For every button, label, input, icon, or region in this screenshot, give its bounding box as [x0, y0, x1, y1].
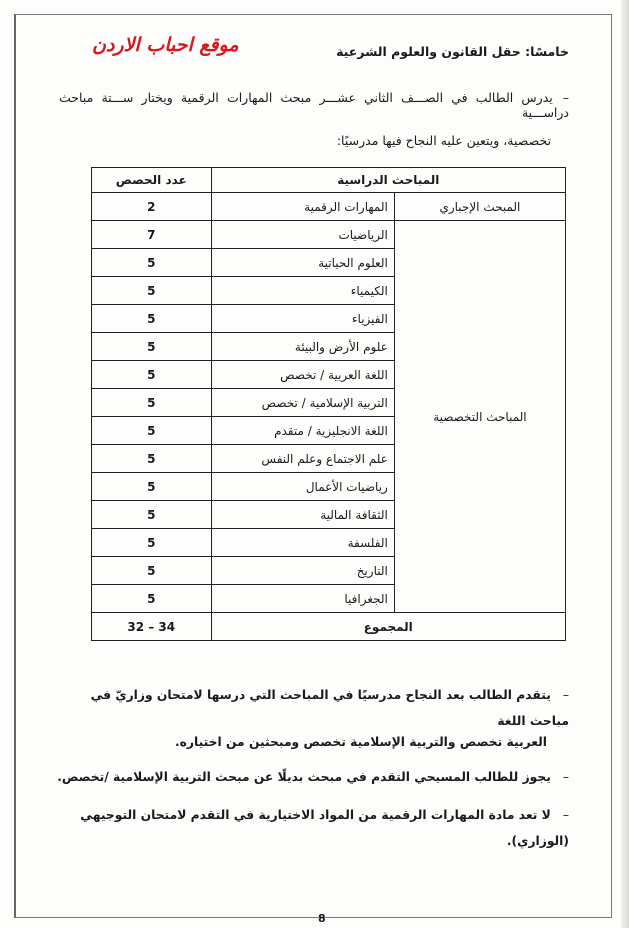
count-cell: 5 [92, 501, 212, 529]
note-1-line-1: يتقدم الطالب بعد النجاح مدرسيًا في المباحث التي درسها لامتحان وزاريّ في مباحث اللغة [90, 688, 569, 728]
count-cell: 5 [92, 529, 212, 557]
subject-cell: علوم الأرض والبيئة [211, 333, 394, 361]
specialized-category: المباحث التخصصية [394, 221, 565, 613]
note-2 [49, 764, 569, 790]
subject-cell: التربية الإسلامية / تخصص [211, 389, 394, 417]
note-1-line-2: العربية تخصص والتربية الإسلامية تخصص ومبحثين من اختياره. [174, 735, 547, 749]
count-cell: 5 [92, 445, 212, 473]
subject-cell: رياضيات الأعمال [211, 473, 394, 501]
subject-cell: التاريخ [211, 557, 394, 585]
count-cell: 5 [92, 389, 212, 417]
count-cell: 5 [92, 249, 212, 277]
mandatory-subject: المهارات الرقمية [211, 193, 394, 221]
note-3 [49, 802, 569, 854]
section-heading: خامسًا: حقل القانون والعلوم الشرعية [336, 44, 569, 59]
note-1 [49, 682, 569, 752]
site-watermark: موقع احباب الاردن [92, 34, 239, 56]
bullet-dash: – [562, 90, 569, 105]
subjects-table [91, 167, 566, 641]
subject-cell: الفيزياء [211, 305, 394, 333]
header-subjects: المباحث الدراسية [211, 168, 565, 193]
page-edge-shadow [621, 0, 629, 928]
subject-cell: الرياضيات [211, 221, 394, 249]
count-cell: 5 [92, 305, 212, 333]
total-label: المجموع [211, 613, 565, 641]
total-value: 32 – 34 [92, 613, 212, 641]
subject-cell: الكيمياء [211, 277, 394, 305]
note-dash: – [562, 688, 569, 702]
note-dash: – [562, 770, 569, 784]
count-cell: 5 [92, 417, 212, 445]
count-cell: 5 [92, 277, 212, 305]
subject-cell: الفلسفة [211, 529, 394, 557]
subject-cell: الجغرافيا [211, 585, 394, 613]
page-number: 8 [318, 912, 326, 925]
intro-line-1 [59, 90, 569, 120]
count-cell: 7 [92, 221, 212, 249]
subject-cell: العلوم الحياتية [211, 249, 394, 277]
note-2-text: يجوز للطالب المسيحي التقدم في مبحث بديلًا عن مبحث التربية الإسلامية /تخصص. [57, 770, 551, 784]
table-row-mandatory [92, 193, 566, 221]
table-total-row [92, 613, 566, 641]
subject-cell: علم الاجتماع وعلم النفس [211, 445, 394, 473]
intro-text-1: يدرس الطالب في الصـــف الثاني عشـــر مبحث المهارات الرقمية ويختار ســـتة مباحث دراســـية [59, 90, 569, 120]
table-header-row [92, 168, 566, 193]
count-cell: 5 [92, 361, 212, 389]
note-3-text: لا تعد مادة المهارات الرقمية من المواد الاختيارية في التقدم لامتحان التوجيهي (الوزاري). [80, 808, 569, 848]
subject-cell: اللغة الانجليزية / متقدم [211, 417, 394, 445]
subject-cell: اللغة العربية / تخصص [211, 361, 394, 389]
mandatory-count: 2 [92, 193, 212, 221]
mandatory-category: المبحث الإجباري [394, 193, 565, 221]
count-cell: 5 [92, 557, 212, 585]
table-row [92, 221, 566, 249]
count-cell: 5 [92, 473, 212, 501]
notes-section [49, 682, 569, 866]
subject-cell: الثقافة المالية [211, 501, 394, 529]
intro-line-2: تخصصية، ويتعين عليه النجاح فيها مدرسيًا: [336, 133, 551, 148]
count-cell: 5 [92, 585, 212, 613]
count-cell: 5 [92, 333, 212, 361]
header-count: عدد الحصص [92, 168, 212, 193]
note-dash: – [562, 808, 569, 822]
